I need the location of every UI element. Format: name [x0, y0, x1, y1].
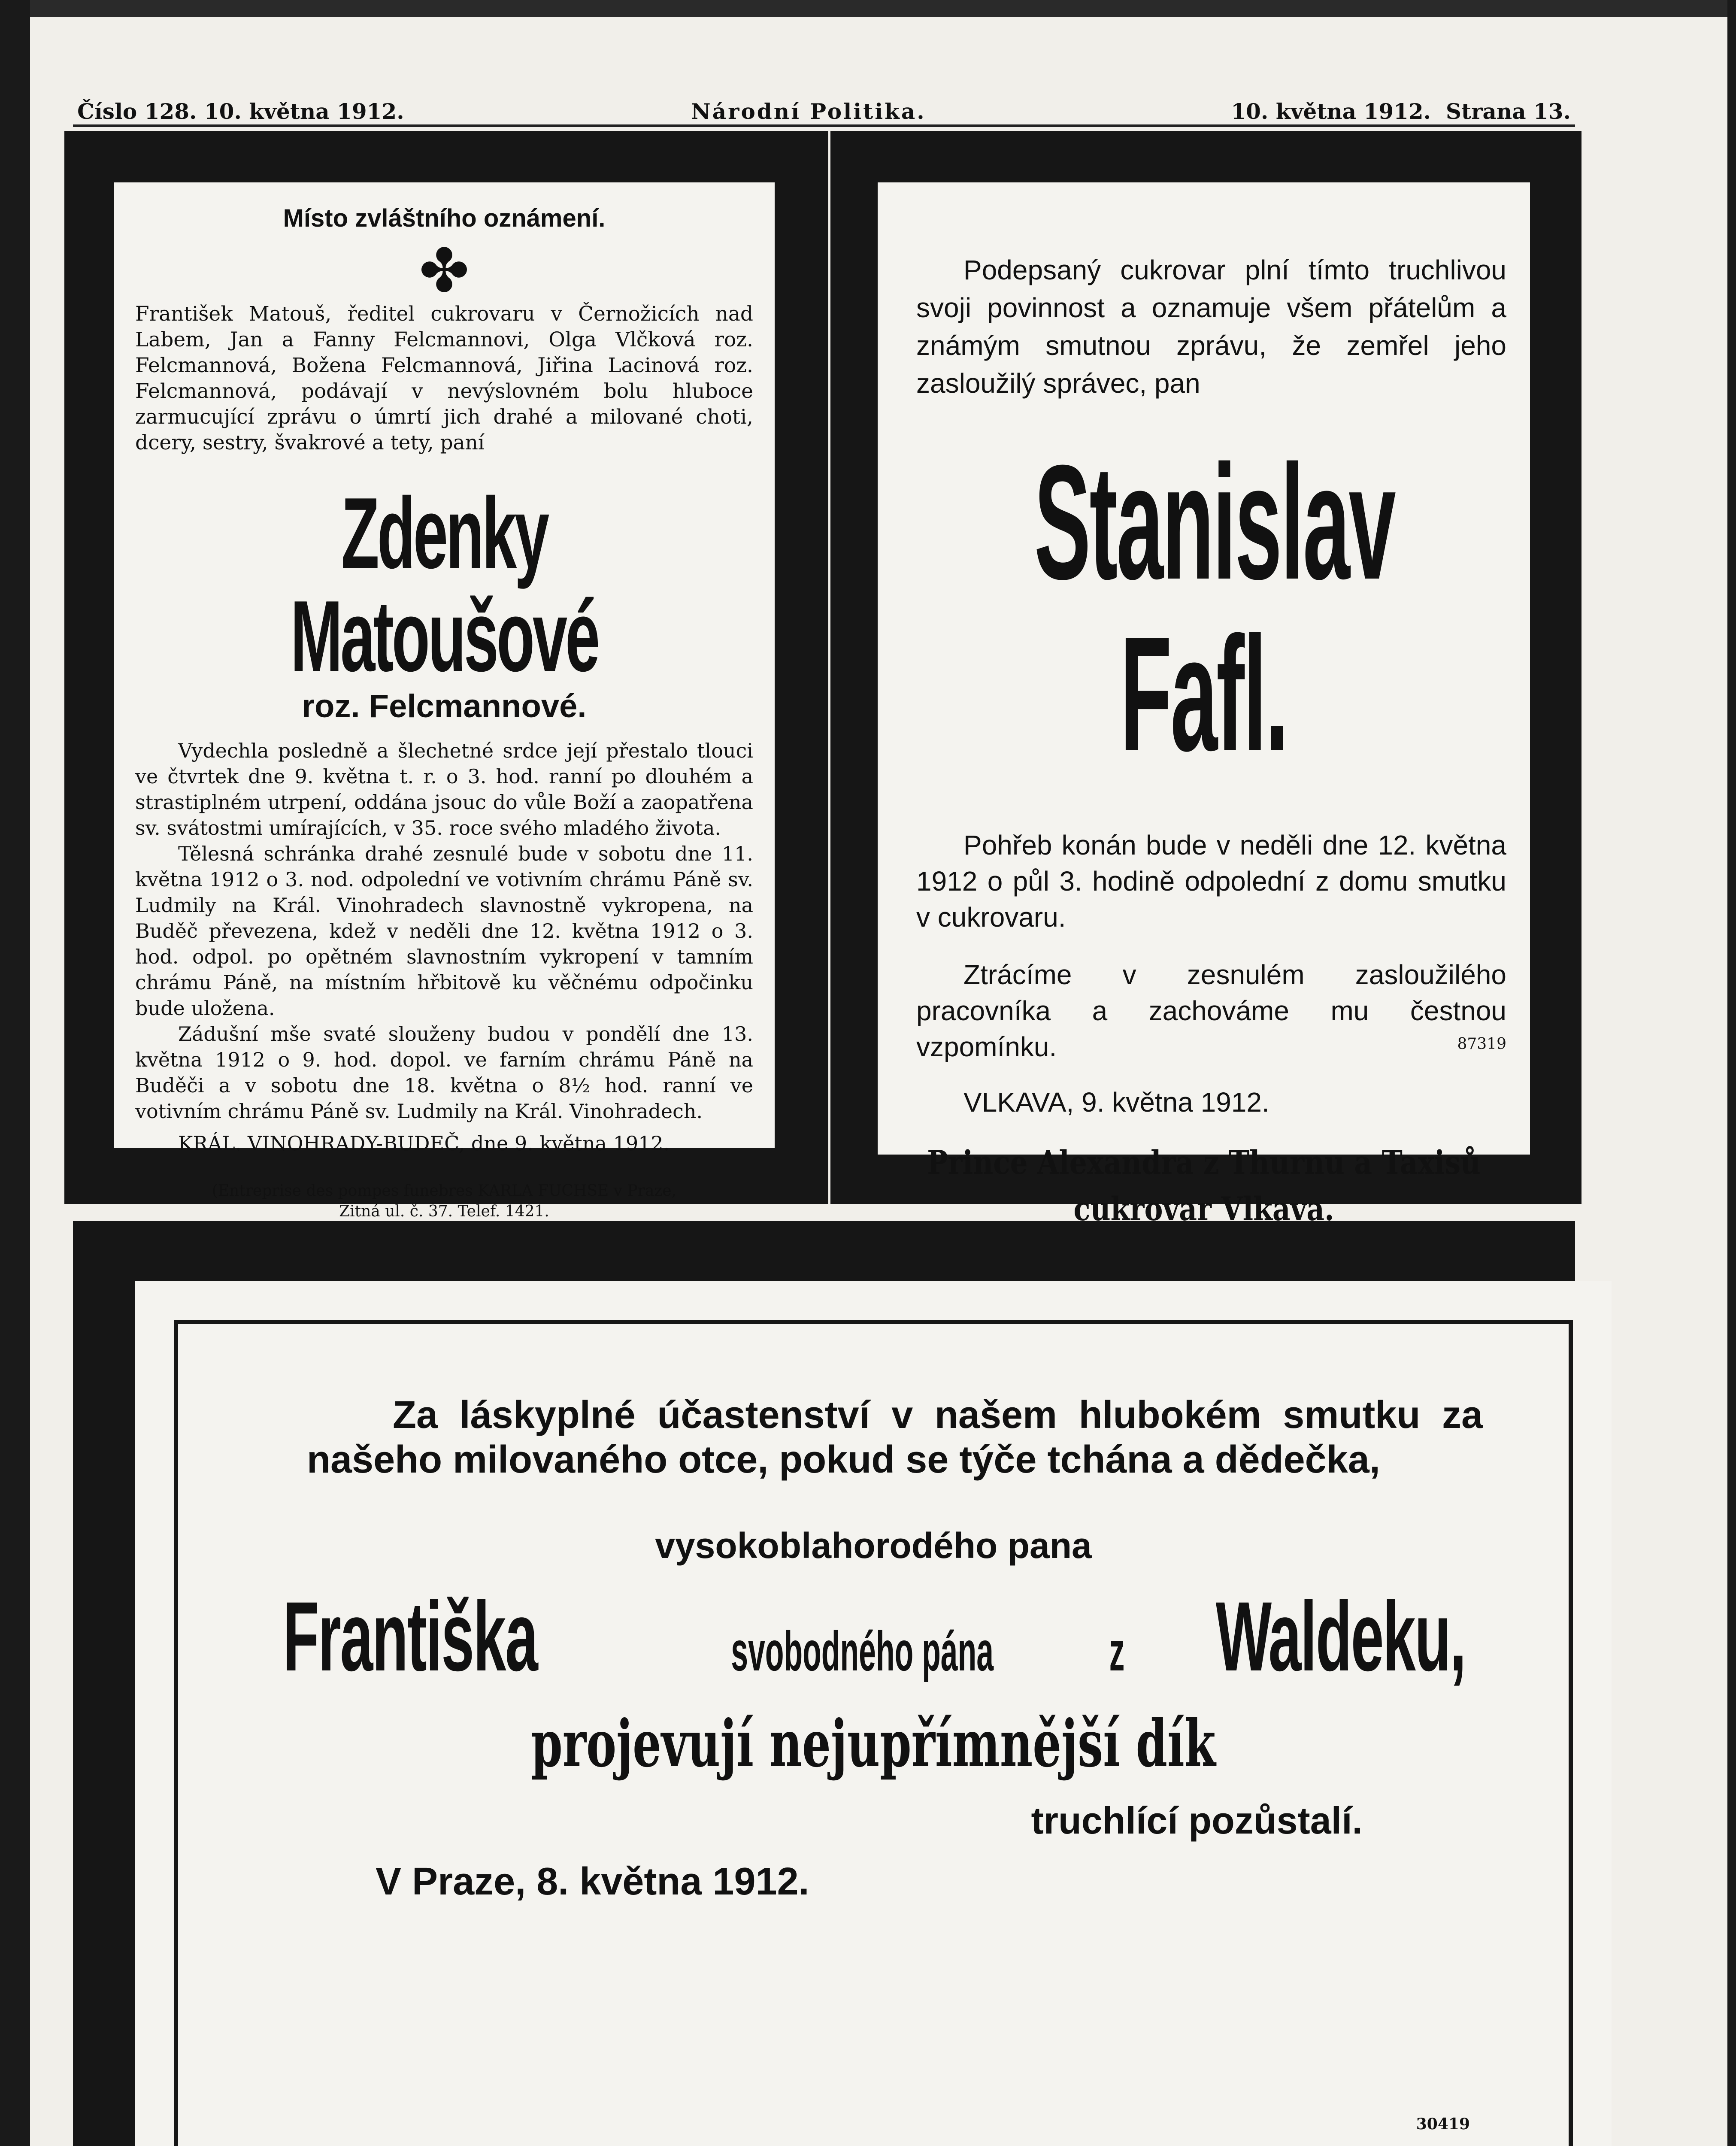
- notice-paragraph-2: Tělesná schránka drahé zesnulé bude v sobotu dne 11. května 1912 o 3. nod. odpolední ve votivním chrámu Páně sv. Ludmily na Král. Vinohradech slavnostně vykropena, na Buděč převezena, kdež v neděli dne 12. května 1912 o 3. hod. odpol. po opětném slavnostním vykropení v tamním chrámu Páně, na místním hřbitově ku věčnému odpočinku bude uložena.: [135, 842, 753, 1020]
- masthead: Národní Politika.: [691, 99, 926, 124]
- header-date-left: 10. května 1912.: [204, 99, 404, 124]
- funeral-info: Pohřeb konán bude v neděli dne 12. května 1912 o půl 3. hodině odpolední z domu smutku v cukrovaru.: [916, 830, 1506, 933]
- notice-place-date: V Praze, 8. května 1912.: [376, 1860, 809, 1903]
- header-right: [1231, 99, 1571, 124]
- name-preposition: z: [1109, 1620, 1125, 1682]
- honorific: vysokoblahorodého pana: [655, 1525, 1092, 1566]
- notice-paragraph-1: Vydechla posledně a šlechetné srdce její přestalo tlouci ve čtvrtek dne 9. května t. r. o 3. hod. ranní po dlouhém a strastiplném utrpení, oddána jsouc do vůle Boží a zaopatřena sv. svátostmi umírajících, v 35. roce svého mladého života.: [135, 739, 753, 840]
- maiden-name: roz. Felcmannové.: [302, 688, 587, 724]
- signatory: [927, 1140, 1481, 1232]
- page-header: [77, 90, 1571, 129]
- scan-edge-top: [0, 0, 1736, 17]
- issue-number: Číslo 128.: [77, 99, 197, 124]
- undertaker-line-1: (Entreprise des pompes funebres KARLA FUCHSE v Praze,: [212, 1182, 677, 1200]
- gratitude: projevují nejupřímnější dík: [531, 1706, 1216, 1782]
- notice-intro: Podepsaný cukrovar plní tímto truchlivou svoji povinnost a oznamuje všem přátelům a známým smutnou zprávu, že zemřel jeho zasloužilý správec, pan: [916, 255, 1506, 399]
- ad-number: 30419: [1416, 2115, 1470, 2133]
- notice-heading: Místo zvláštního oznámení.: [283, 204, 606, 232]
- bottom-notice: [135, 1281, 1612, 2146]
- ad-number: 87319: [1457, 1035, 1506, 1053]
- deceased-name: Zdenky Matoušové: [290, 476, 598, 692]
- left-notice: [114, 182, 775, 1220]
- page-number: Strana 13.: [1445, 99, 1571, 124]
- signatory-line-2: cukrovar Vlkava.: [1073, 1190, 1334, 1228]
- cross-icon: ✤: [419, 236, 470, 306]
- header-left: [77, 99, 404, 124]
- notice-paragraph-3: Zádušní mše svaté slouženy budou v pondělí dne 13. května 1912 o 9. hod. dopol. ve farním chrámu Páně na Buděči a v sobotu dne 18. května o 8½ hod. ranní ve votivním chrámu Páně sv. Ludmily na Král. Vinohradech.: [135, 1022, 753, 1123]
- name-first: Františka: [283, 1581, 537, 1691]
- header-rule: [73, 124, 1575, 127]
- undertaker: [114, 1181, 775, 1222]
- scan-edge-right: [1727, 0, 1736, 2146]
- notice-place-date: VLKAVA, 9. května 1912.: [963, 1087, 1269, 1118]
- right-notice: [878, 182, 1530, 1228]
- notice-place-date: KRÁL. VINOHRADY-BUDEČ, dne 9. května 1912.: [178, 1132, 670, 1155]
- header-date-right: 10. května 1912.: [1231, 99, 1431, 124]
- mourners: truchlící pozůstalí.: [1031, 1799, 1363, 1842]
- tribute-text: Ztrácíme v zesnulém zasloužilého pracovníka a zachováme mu čestnou vzpomínku.: [916, 959, 1506, 1062]
- tribute: [916, 957, 1506, 1065]
- undertaker-line-2: Žitná ul. č. 37. Telef. 1421.: [339, 1203, 549, 1220]
- name-title: svobodného pána: [731, 1620, 994, 1682]
- thanks-text: Za láskyplné účastenství v našem hlubokém smutku za našeho milovaného otce, pokud se týče tchána a dědečka,: [307, 1394, 1483, 1481]
- deceased-name: Stanislav Fafl.: [1034, 431, 1395, 785]
- signatory-line-1: Prince Alexandra z Thurnu a Taxisů: [927, 1143, 1481, 1182]
- name-last: Waldeku,: [1215, 1581, 1466, 1691]
- notice-intro: František Matouš, ředitel cukrovaru v Černožicích nad Labem, Jan a Fanny Felcmannovi, Olga Vlčková roz. Felcmannová, Božena Felcmannová, Jiřina Lacinová roz. Felcmannová, podávají v nevýslovném bolu hluboce zarmucující zprávu o úmrtí jich drahé a milované choti, dcery, sestry, švakrové a tety, paní: [135, 302, 753, 455]
- scan-edge-left: [0, 0, 30, 2146]
